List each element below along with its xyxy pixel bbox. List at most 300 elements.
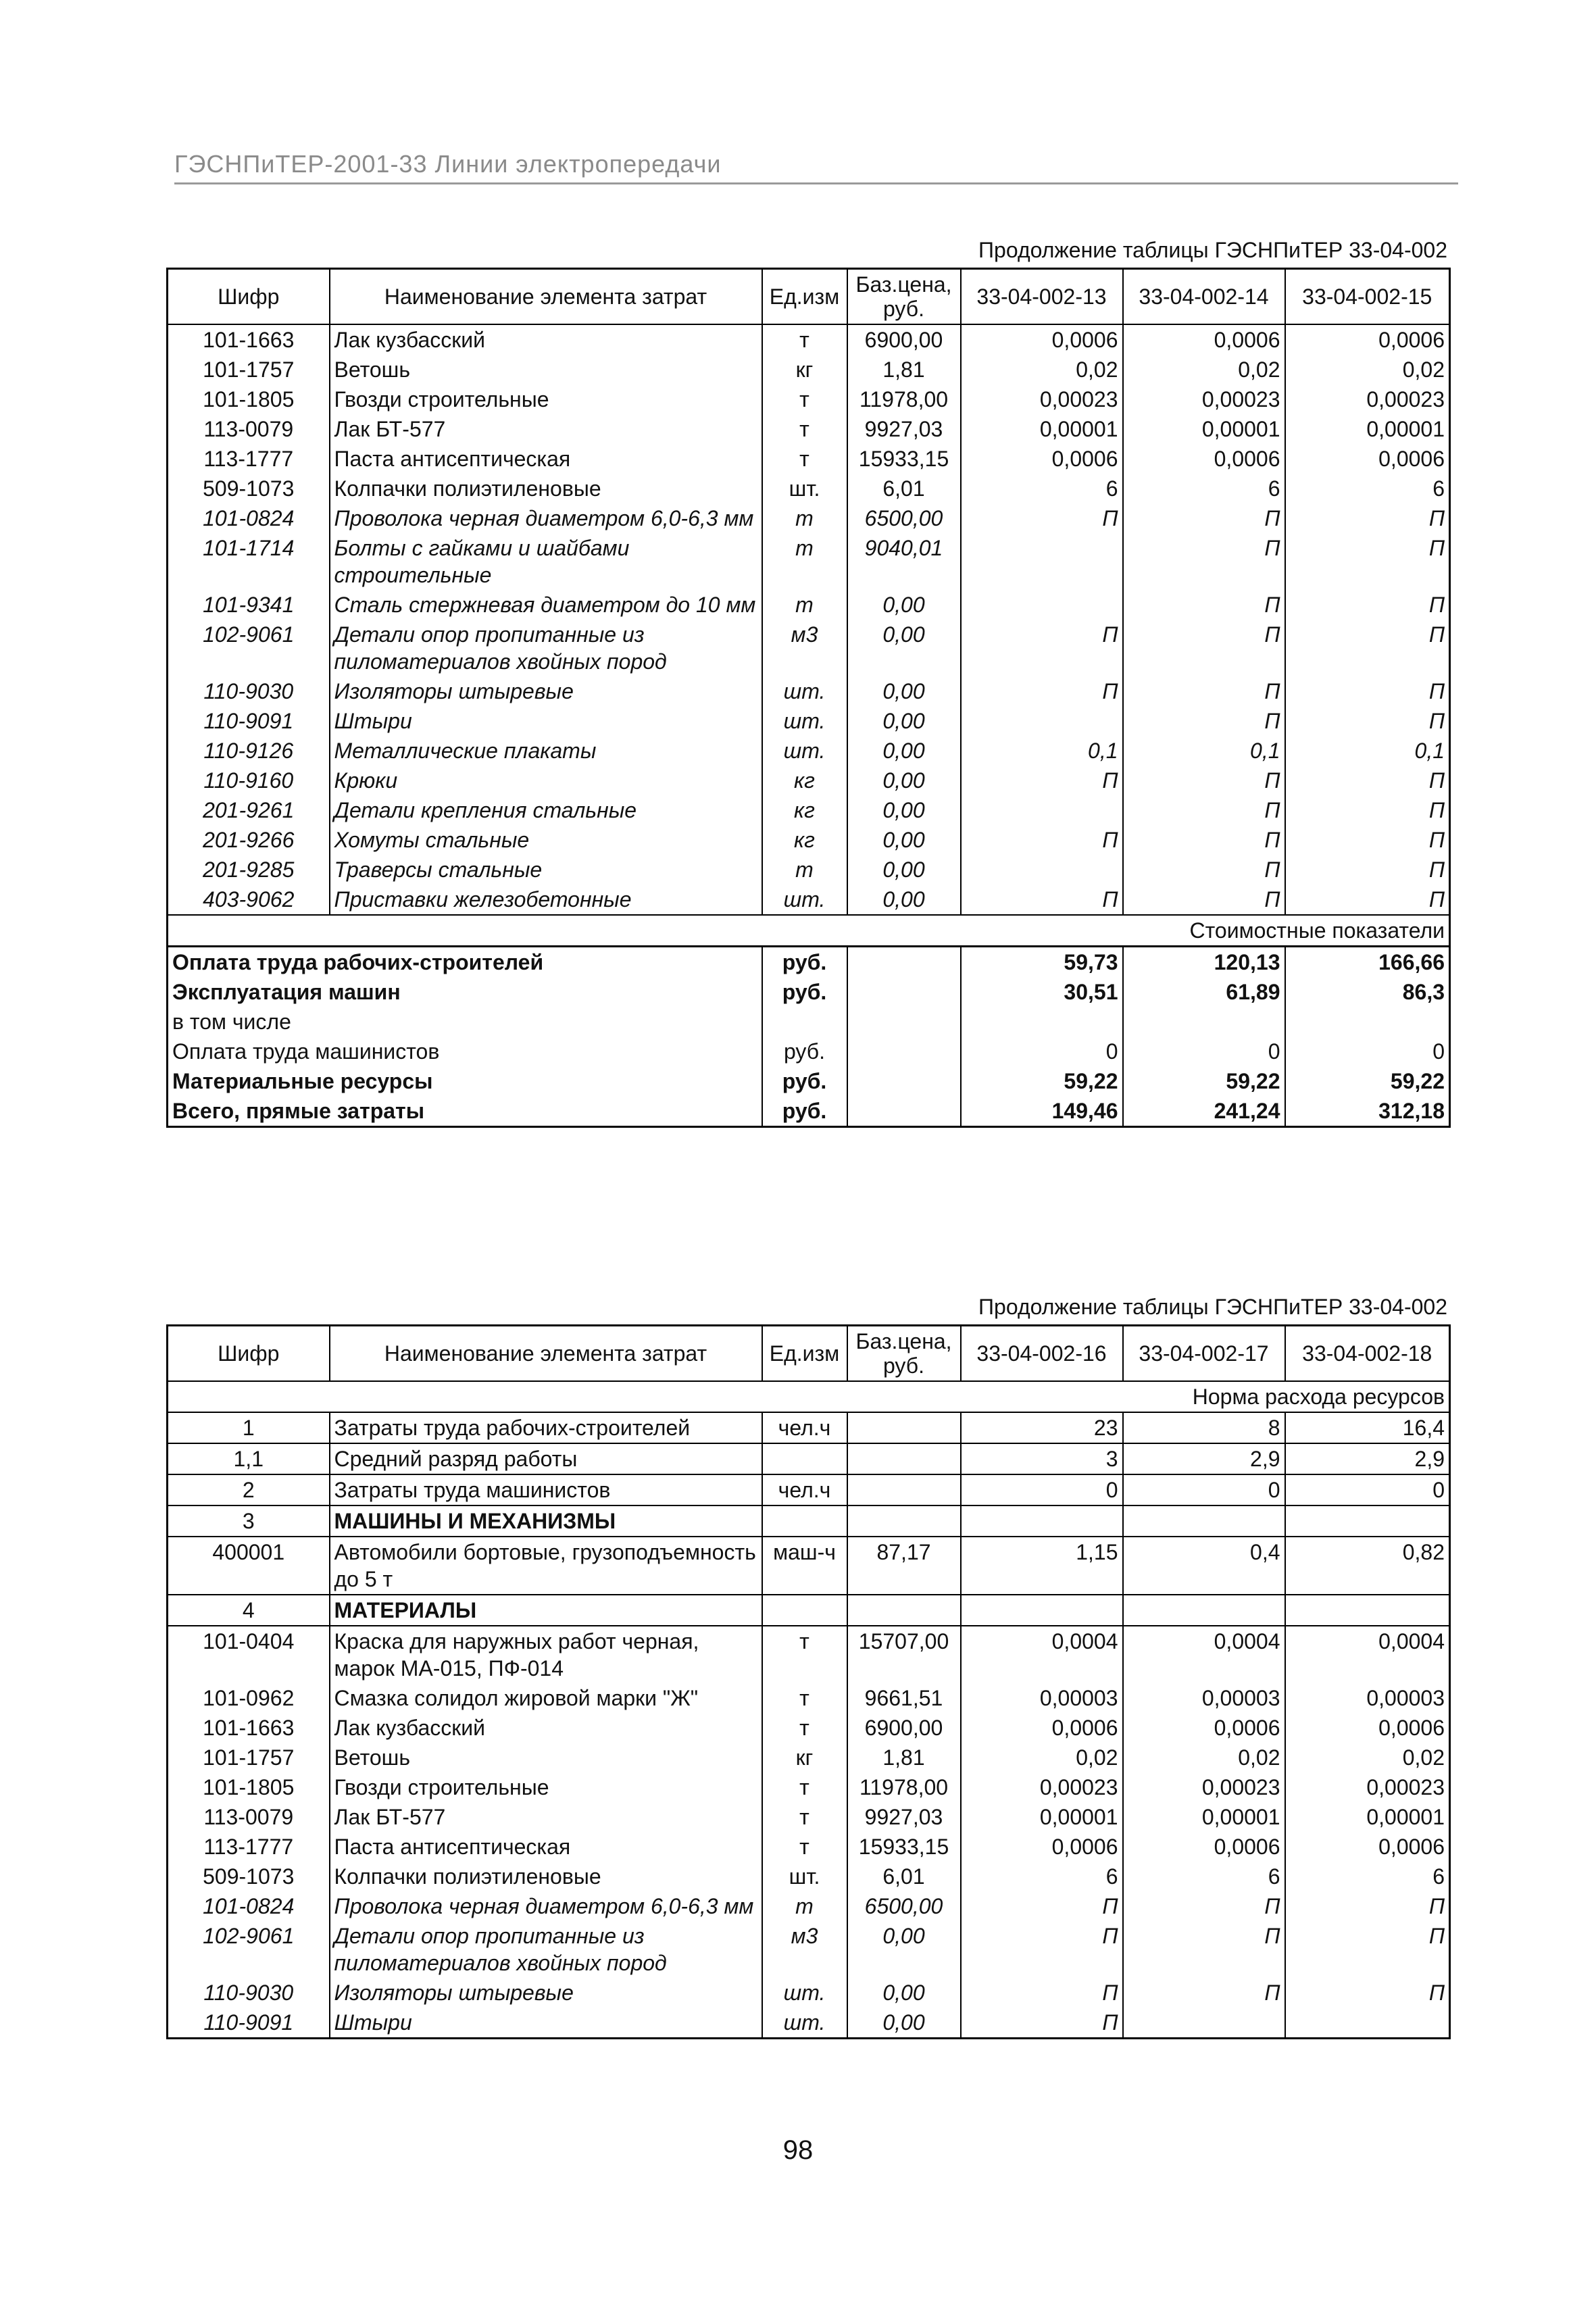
cell-price: 1,81	[847, 1743, 961, 1772]
cell-unit: м3	[762, 620, 847, 676]
cell-price: 9927,03	[847, 1802, 961, 1832]
cell-value: П	[1123, 503, 1285, 533]
cell-value	[961, 855, 1123, 885]
cell-value: 241,24	[1123, 1096, 1285, 1127]
cell-code: 101-1663	[168, 1713, 330, 1743]
cell-unit: т	[762, 1626, 847, 1683]
cell-price: 0,00	[847, 620, 961, 676]
cell-value: 0,02	[1285, 1743, 1450, 1772]
cell-price: 0,00	[847, 855, 961, 885]
cell-value: 312,18	[1285, 1096, 1450, 1127]
table-row	[168, 1683, 1450, 1713]
cell-code: 110-9030	[168, 676, 330, 706]
cell-unit: чел.ч	[762, 1474, 847, 1505]
cell-name: Затраты труда машинистов	[330, 1474, 762, 1505]
cell-code: 110-9160	[168, 766, 330, 795]
cell-name: Штыри	[330, 2008, 762, 2039]
cell-unit: т	[762, 1891, 847, 1921]
col-header-c1: 33-04-002-13	[961, 269, 1123, 325]
cell-name: Проволока черная диаметром 6,0-6,3 мм	[330, 1891, 762, 1921]
cell-unit: шт.	[762, 1978, 847, 2008]
cell-value: 59,22	[961, 1066, 1123, 1096]
cell-code: 102-9061	[168, 1921, 330, 1978]
cell-name: Сталь стержневая диаметром до 10 мм	[330, 590, 762, 620]
table-row	[168, 825, 1450, 855]
cell-unit: т	[762, 1772, 847, 1802]
cell-unit: т	[762, 324, 847, 355]
cell-value: П	[1123, 825, 1285, 855]
cell-value: 6	[1123, 1862, 1285, 1891]
cell-price: 0,00	[847, 590, 961, 620]
table-row	[168, 676, 1450, 706]
table-row	[168, 384, 1450, 414]
cell-name: Гвозди строительные	[330, 384, 762, 414]
cell-value: 59,22	[1285, 1066, 1450, 1096]
cell-price: 0,00	[847, 1978, 961, 2008]
cell-code: 101-1805	[168, 1772, 330, 1802]
cell-name: Проволока черная диаметром 6,0-6,3 мм	[330, 503, 762, 533]
cell-value: 0,00001	[1285, 1802, 1450, 1832]
cell-value: 0,0006	[1123, 1832, 1285, 1862]
cell-unit: руб.	[762, 1037, 847, 1066]
cell-price: 6900,00	[847, 324, 961, 355]
table-row	[168, 533, 1450, 590]
cell-value: 6	[961, 1862, 1123, 1891]
cell-value: 0,0006	[961, 1832, 1123, 1862]
cell-name: Изоляторы штыревые	[330, 1978, 762, 2008]
cell-unit: т	[762, 1683, 847, 1713]
cell-unit: руб.	[762, 1066, 847, 1096]
cell-value: П	[1123, 1921, 1285, 1978]
col-header-price: Баз.цена, руб.	[847, 269, 961, 325]
cell-value: 0,00001	[961, 1802, 1123, 1832]
cell-value: П	[1123, 676, 1285, 706]
cell-unit: т	[762, 414, 847, 444]
cell-value	[1123, 1505, 1285, 1537]
cell-value: 0,02	[1123, 355, 1285, 384]
cell-code: 113-0079	[168, 414, 330, 444]
cell-code: 201-9266	[168, 825, 330, 855]
cell-value: 0,00001	[1285, 414, 1450, 444]
table1	[166, 268, 1451, 1128]
cell-value: 0,00003	[961, 1683, 1123, 1713]
col-header-c2: 33-04-002-14	[1123, 269, 1285, 325]
cell-price: 6500,00	[847, 1891, 961, 1921]
cell-code: 2	[168, 1474, 330, 1505]
cell-value: 0	[1285, 1474, 1450, 1505]
cell-value: 0,00023	[1123, 1772, 1285, 1802]
cell-price: 0,00	[847, 706, 961, 736]
table1-header-row	[168, 269, 1450, 325]
cell-unit: т	[762, 533, 847, 590]
cell-unit: шт.	[762, 736, 847, 766]
table-row	[168, 1802, 1450, 1832]
cell-name: Штыри	[330, 706, 762, 736]
cell-name: Детали крепления стальные	[330, 795, 762, 825]
cell-value: 0,00023	[1285, 1772, 1450, 1802]
cell-value: 6	[1285, 1862, 1450, 1891]
norm-section-label: Норма расхода ресурсов	[168, 1381, 1450, 1412]
cell-code: 201-9261	[168, 795, 330, 825]
cell-name: Паста антисептическая	[330, 444, 762, 474]
cell-name: Всего, прямые затраты	[168, 1096, 762, 1127]
cell-value: 0,02	[961, 1743, 1123, 1772]
table-row	[168, 1626, 1450, 1683]
cell-code: 113-1777	[168, 1832, 330, 1862]
table-row	[168, 474, 1450, 503]
cell-value: 0,1	[1123, 736, 1285, 766]
table-row	[168, 706, 1450, 736]
cell-value: 0,0004	[1285, 1626, 1450, 1683]
cell-value: П	[1123, 885, 1285, 915]
cell-value: 6	[1123, 474, 1285, 503]
col-header-c1: 33-04-002-16	[961, 1326, 1123, 1382]
cell-code: 403-9062	[168, 885, 330, 915]
cell-price: 0,00	[847, 795, 961, 825]
cell-unit: чел.ч	[762, 1412, 847, 1443]
cell-value: 3	[961, 1443, 1123, 1474]
cell-price: 6,01	[847, 474, 961, 503]
cell-value	[1123, 1007, 1285, 1037]
cell-value: 0,00003	[1285, 1683, 1450, 1713]
table-row	[168, 590, 1450, 620]
cell-price: 9661,51	[847, 1683, 961, 1713]
cell-price: 0,00	[847, 2008, 961, 2039]
cell-value: П	[1285, 590, 1450, 620]
cell-value: 0,82	[1285, 1537, 1450, 1595]
cell-value: 23	[961, 1412, 1123, 1443]
cell-unit: кг	[762, 766, 847, 795]
cell-value: 0,00023	[1123, 384, 1285, 414]
cell-name: в том числе	[168, 1007, 762, 1037]
table-row	[168, 766, 1450, 795]
cell-value: П	[1285, 795, 1450, 825]
cell-price: 0,00	[847, 885, 961, 915]
cell-price: 1,81	[847, 355, 961, 384]
cell-code: 509-1073	[168, 1862, 330, 1891]
cell-value: 0	[961, 1474, 1123, 1505]
cell-value: П	[1285, 620, 1450, 676]
cell-name: Колпачки полиэтиленовые	[330, 474, 762, 503]
table-row	[168, 1505, 1450, 1537]
cell-unit: кг	[762, 355, 847, 384]
cell-name: Детали опор пропитанные из пиломатериалов хвойных пород	[330, 620, 762, 676]
cell-name: Краска для наружных работ черная, марок МА-015, ПФ-014	[330, 1626, 762, 1683]
cell-value: 0,00001	[1123, 1802, 1285, 1832]
cell-value: П	[961, 766, 1123, 795]
cell-value	[961, 1595, 1123, 1626]
cell-name: Автомобили бортовые, грузоподъемность до 5 т	[330, 1537, 762, 1595]
cell-value: П	[1123, 620, 1285, 676]
col-header-price: Баз.цена, руб.	[847, 1326, 961, 1382]
cell-price	[847, 1412, 961, 1443]
cell-code: 101-1805	[168, 384, 330, 414]
cell-code: 400001	[168, 1537, 330, 1595]
table-row	[168, 1713, 1450, 1743]
cell-value	[1285, 1007, 1450, 1037]
cell-unit: руб.	[762, 1096, 847, 1127]
cell-price	[847, 1474, 961, 1505]
table1-caption: Продолжение таблицы ГЭСНПиТЕР 33-04-002	[978, 238, 1447, 262]
cell-unit: шт.	[762, 474, 847, 503]
cell-value: П	[961, 2008, 1123, 2039]
table-row	[168, 1537, 1450, 1595]
cell-value: П	[961, 1891, 1123, 1921]
table-row	[168, 503, 1450, 533]
cell-value: П	[1285, 885, 1450, 915]
cell-value: 61,89	[1123, 977, 1285, 1007]
cell-code: 1,1	[168, 1443, 330, 1474]
table-row	[168, 414, 1450, 444]
cost-section-label: Стоимостные показатели	[168, 915, 1450, 947]
cell-code: 110-9126	[168, 736, 330, 766]
cell-name: МАТЕРИАЛЫ	[330, 1595, 762, 1626]
cell-value: П	[1285, 503, 1450, 533]
table-row	[168, 736, 1450, 766]
table-row	[168, 2008, 1450, 2039]
table-row	[168, 885, 1450, 915]
cell-price: 0,00	[847, 1921, 961, 1978]
table-row	[168, 620, 1450, 676]
cell-value: 0,0006	[1285, 444, 1450, 474]
cell-code: 113-0079	[168, 1802, 330, 1832]
cell-name: Затраты труда рабочих-строителей	[330, 1412, 762, 1443]
cell-value: П	[1285, 1978, 1450, 2008]
cell-value	[961, 590, 1123, 620]
cell-value: 59,73	[961, 947, 1123, 978]
cell-name: Оплата труда рабочих-строителей	[168, 947, 762, 978]
cell-price: 15707,00	[847, 1626, 961, 1683]
table-row	[168, 1891, 1450, 1921]
cell-value	[961, 706, 1123, 736]
cell-price: 9040,01	[847, 533, 961, 590]
col-header-name: Наименование элемента затрат	[330, 1326, 762, 1382]
cell-value: 30,51	[961, 977, 1123, 1007]
col-header-unit: Ед.изм	[762, 1326, 847, 1382]
cell-value: 0,0006	[1285, 1832, 1450, 1862]
cell-code: 4	[168, 1595, 330, 1626]
cell-name: МАШИНЫ И МЕХАНИЗМЫ	[330, 1505, 762, 1537]
cell-value: П	[1123, 706, 1285, 736]
cell-value: 86,3	[1285, 977, 1450, 1007]
page-header: ГЭСНПиТЕР-2001-33 Линии электропередачи	[174, 150, 1458, 184]
cell-value: П	[1285, 706, 1450, 736]
cost-row	[168, 1066, 1450, 1096]
cell-code: 102-9061	[168, 620, 330, 676]
table-row	[168, 1978, 1450, 2008]
cell-value: 0,02	[961, 355, 1123, 384]
table-row	[168, 1921, 1450, 1978]
cell-value: 0,00023	[961, 384, 1123, 414]
cell-price	[847, 1096, 961, 1127]
cost-row	[168, 1037, 1450, 1066]
cell-name: Болты с гайками и шайбами строительные	[330, 533, 762, 590]
cell-value: 149,46	[961, 1096, 1123, 1127]
cell-unit: м3	[762, 1921, 847, 1978]
cell-value: 0,4	[1123, 1537, 1285, 1595]
cell-unit: кг	[762, 795, 847, 825]
cell-unit: шт.	[762, 885, 847, 915]
cell-name: Смазка солидол жировой марки "Ж"	[330, 1683, 762, 1713]
cell-code: 110-9030	[168, 1978, 330, 2008]
cell-unit	[762, 1505, 847, 1537]
cell-price	[847, 1595, 961, 1626]
norm-section-row	[168, 1381, 1450, 1412]
cell-unit	[762, 1007, 847, 1037]
cell-value: 2,9	[1123, 1443, 1285, 1474]
cell-value: 0	[1123, 1474, 1285, 1505]
cell-value: 0,0006	[961, 324, 1123, 355]
cell-unit: кг	[762, 825, 847, 855]
cell-code: 101-0404	[168, 1626, 330, 1683]
cell-value: 0,00001	[961, 414, 1123, 444]
cell-price: 6,01	[847, 1862, 961, 1891]
cell-code: 101-1714	[168, 533, 330, 590]
cell-price: 6500,00	[847, 503, 961, 533]
cell-price: 0,00	[847, 736, 961, 766]
cell-name: Траверсы стальные	[330, 855, 762, 885]
cell-value: 59,22	[1123, 1066, 1285, 1096]
cell-price: 15933,15	[847, 1832, 961, 1862]
cell-value: П	[1285, 676, 1450, 706]
cell-value: П	[1285, 766, 1450, 795]
cell-value: 2,9	[1285, 1443, 1450, 1474]
table-row	[168, 444, 1450, 474]
col-header-code: Шифр	[168, 1326, 330, 1382]
cell-name: Средний разряд работы	[330, 1443, 762, 1474]
cell-unit	[762, 1595, 847, 1626]
cell-name: Ветошь	[330, 1743, 762, 1772]
cell-value: 0,0006	[1285, 324, 1450, 355]
cell-value: 0,02	[1123, 1743, 1285, 1772]
cell-price: 0,00	[847, 766, 961, 795]
cell-value: 0,0006	[961, 1713, 1123, 1743]
cell-name: Крюки	[330, 766, 762, 795]
cell-value: П	[1123, 1978, 1285, 2008]
col-header-c3: 33-04-002-18	[1285, 1326, 1450, 1382]
cell-unit: маш-ч	[762, 1537, 847, 1595]
cell-value: 6	[1285, 474, 1450, 503]
cell-value	[961, 533, 1123, 590]
cost-row	[168, 1007, 1450, 1037]
table-row	[168, 1412, 1450, 1443]
table-row	[168, 1862, 1450, 1891]
cell-unit: шт.	[762, 706, 847, 736]
cell-value: П	[1123, 855, 1285, 885]
cell-value: 0	[1285, 1037, 1450, 1066]
cell-value: 0,0006	[1285, 1713, 1450, 1743]
cell-name: Материальные ресурсы	[168, 1066, 762, 1096]
cell-price: 0,00	[847, 676, 961, 706]
cell-value	[1285, 1595, 1450, 1626]
cell-value	[1285, 1505, 1450, 1537]
cell-unit: шт.	[762, 1862, 847, 1891]
table-row	[168, 855, 1450, 885]
cell-unit: шт.	[762, 676, 847, 706]
cell-unit: шт.	[762, 2008, 847, 2039]
cell-price	[847, 1066, 961, 1096]
cost-row	[168, 977, 1450, 1007]
cell-price: 15933,15	[847, 444, 961, 474]
cell-value: П	[961, 885, 1123, 915]
cell-value: 16,4	[1285, 1412, 1450, 1443]
cell-value: 0,00001	[1123, 414, 1285, 444]
cell-value: П	[961, 676, 1123, 706]
table-row	[168, 355, 1450, 384]
cell-price: 11978,00	[847, 384, 961, 414]
cell-unit: т	[762, 1713, 847, 1743]
cell-value: П	[1123, 533, 1285, 590]
cell-value: П	[1285, 855, 1450, 885]
cell-price	[847, 1007, 961, 1037]
cell-value: 0,00023	[961, 1772, 1123, 1802]
cell-value: 0,1	[961, 736, 1123, 766]
cell-code: 101-1663	[168, 324, 330, 355]
cell-name: Колпачки полиэтиленовые	[330, 1862, 762, 1891]
cell-value: 6	[961, 474, 1123, 503]
cell-value	[1285, 2008, 1450, 2039]
cell-value	[961, 795, 1123, 825]
cell-value: П	[1285, 1921, 1450, 1978]
table-row	[168, 1832, 1450, 1862]
cell-unit: т	[762, 1802, 847, 1832]
cell-price: 87,17	[847, 1537, 961, 1595]
cell-unit	[762, 1443, 847, 1474]
cell-value: 0,0006	[1123, 444, 1285, 474]
cell-value: 0	[961, 1037, 1123, 1066]
table-row	[168, 324, 1450, 355]
cell-name: Оплата труда машинистов	[168, 1037, 762, 1066]
cell-value: 0,00023	[1285, 384, 1450, 414]
cell-value: 0,0006	[961, 444, 1123, 474]
cell-unit: т	[762, 503, 847, 533]
cell-price: 0,00	[847, 825, 961, 855]
cell-value	[961, 1505, 1123, 1537]
cell-price: 6900,00	[847, 1713, 961, 1743]
cell-name: Эксплуатация машин	[168, 977, 762, 1007]
cell-value: 120,13	[1123, 947, 1285, 978]
cell-name: Изоляторы штыревые	[330, 676, 762, 706]
cell-value: П	[1123, 766, 1285, 795]
col-header-code: Шифр	[168, 269, 330, 325]
page-number: 98	[782, 2135, 814, 2165]
table-row	[168, 1443, 1450, 1474]
cell-name: Приставки железобетонные	[330, 885, 762, 915]
cell-value: 166,66	[1285, 947, 1450, 978]
cell-value: 1,15	[961, 1537, 1123, 1595]
cell-name: Гвозди строительные	[330, 1772, 762, 1802]
cell-value: П	[961, 1921, 1123, 1978]
table-row	[168, 1595, 1450, 1626]
cell-value: 0,0006	[1123, 324, 1285, 355]
cell-value: 0,0004	[961, 1626, 1123, 1683]
cell-value: 0	[1123, 1037, 1285, 1066]
cell-value: П	[1285, 825, 1450, 855]
cell-price	[847, 947, 961, 978]
cell-value: 0,02	[1285, 355, 1450, 384]
cell-value: П	[961, 503, 1123, 533]
table-row	[168, 1743, 1450, 1772]
cell-unit: т	[762, 590, 847, 620]
cell-price: 9927,03	[847, 414, 961, 444]
cell-unit: т	[762, 384, 847, 414]
cell-value: 0,00003	[1123, 1683, 1285, 1713]
cell-code: 110-9091	[168, 2008, 330, 2039]
cell-name: Паста антисептическая	[330, 1832, 762, 1862]
cell-value: П	[1123, 1891, 1285, 1921]
table-row	[168, 795, 1450, 825]
cell-unit: руб.	[762, 947, 847, 978]
